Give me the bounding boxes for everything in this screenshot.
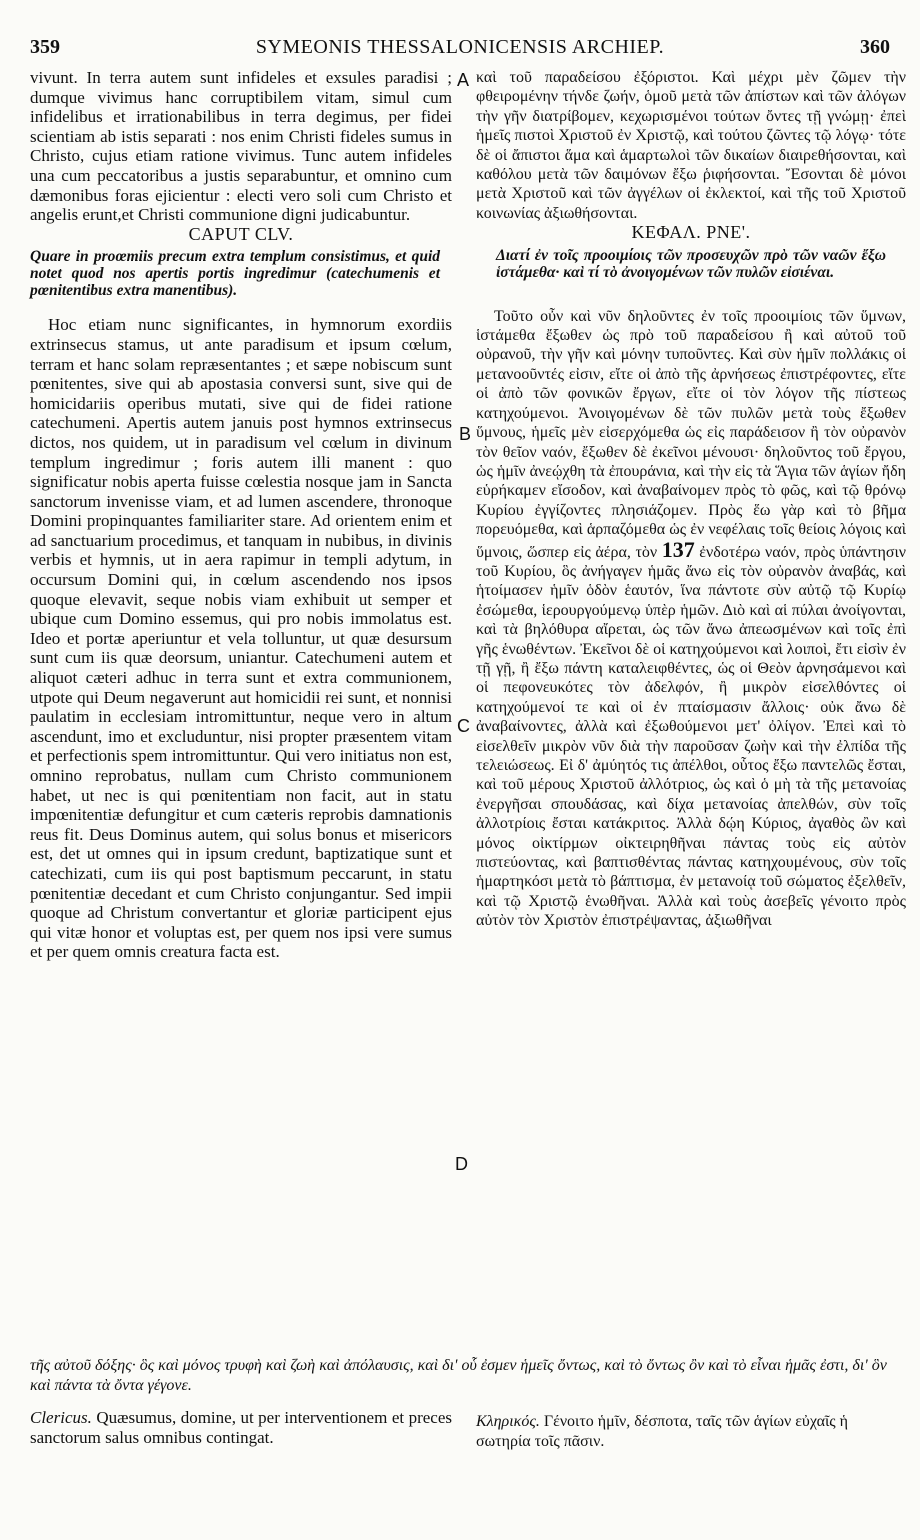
running-head (30, 36, 890, 62)
margin-letter-d: D (455, 1154, 468, 1174)
margin-letter-c: C (457, 716, 470, 736)
latin-cleric-text: Quæsumus, domine, ut per interventionem et preces sanctorum salus omnibus contingat. (30, 1408, 453, 1447)
greek-continuation-line: τῆς αὐτοῦ δόξης· ὃς καὶ μόνος τρυφὴ καὶ ζωὴ καὶ ἀπόλαυσις, καὶ δι' οὗ ἐσμεν ἡμεῖς ὄντως, καὶ τὸ ὄντως ὂν καὶ τὸ εἶναι ἡμᾶς ἐστι, δι' ὃν καὶ πάντα τὰ ὄντα γέγονε. (30, 1357, 887, 1394)
page-number-right: 360 (859, 36, 890, 58)
page-number-left: 359 (30, 36, 60, 58)
latin-cleric-speaker: Clericus. (30, 1408, 92, 1427)
latin-body-paragraph: Hoc etiam nunc significantes, in hymnorum exordiis extrinsecus stamus, ut ante paradisum et ipsum cœlum, terram et hanc solam repræsentantes ; et sæpe nobiscum sunt pœnitentes, sive qui ab apostasia conversi sunt, sive qui de homicidariis operibus mutati, sive qui de fidei ratione catechumeni. Apertis autem januis post hymnos extrinsecus dictos, nos quidem, ut in paradisum vel cœlum in divinum templum ingredimur ; foris autem illi manent : quo significatur nobis aperta fuisse cœlestia nosque jam in Sancta sanctorum invenisse viam, et ad lumen ascendere, thronoque Domini propinquantes familiariter stare. Ad orientem enim et ad sanctuarium procedimus, et tanquam in nubibus, in divinis verbis et hymnis, ut in aera rapimur in templi adytum, in occursum Domini qui, in cœlum ascendendo nos ipsos quoque elevavit, seque nobis viam exhibuit ut semper et ubique cum Domino essemus, qui pro nobis immolatus est. Ideo et portæ aperiuntur et vela tolluntur, ut quæ desursum sunt cum iis quæ deorsum, uniantur. Catechumeni autem et aliquot cæteri adhuc in terra sunt et extra communionem, utpote qui Deum negaverunt aut homicidii rei sunt, et nonnisi paulatim in ecclesiam intromittuntur, neque vero in altum ascendunt, imo et excluduntur, nisi propter præsentem vitam et perfectionis spem intromittuntur. Qui vero initiatus non est, omnino reprobatus, nullam cum Christo communionem habet, ut nec is qui pœnitentiam non facit, aut in statu impœnitentiæ defungitur et cum cæteris reprobis damnationis reus fit. Deus Dominus autem, qui solus bonus et misericors est, det ut omnes qui in ipsum credunt, baptizatique sunt et catechizati, cum iis qui post baptismum peccarunt, in statu pœnitentiæ decedant et cum Christo conjungantur. Sed impii quoque ad Christum convertantur et gloriæ participent ejus qui vitæ honor et voluptas est, per quem nos ipsi vere sumus et per quem omnis creatura facta est. (30, 315, 452, 962)
latin-column (30, 68, 452, 962)
greek-cleric-speaker: Κληρικός. (476, 1413, 540, 1430)
greek-body-part-b: ἐνδοτέρω ναόν, πρὸς ὑπάντησιν τοῦ Κυρίου, ὃς ἀνήγαγεν ἡμᾶς ἄνω εἰς τὸν οὐρανὸν ἀναβάς, καὶ ἡτοίμασεν ἡμῖν ὁδὸν ἑαυτόν, ἵνα πάντοτε σὺν αὐτῷ τῷ Κυρίῳ ἐσώμεθα, ἱερουργούμενῳ ὑπὲρ ἡμῶν. Διὸ καὶ αἱ πύλαι ἀνοίγονται, καὶ τὰ βηλόθυρα αἴρεται, ὡς τῶν ἄνω ἀπεωσμένων καὶ τοῖς ἐπὶ γῆς ἑνωθέντων. Ἐκεῖνοι δὲ οἱ κατηχούμενοι καὶ λοιποὶ, ἔτι εἰσὶν ἐν τῇ γῇ, ἢ ἔξω πάντη καταλειφθέντες, ὡς οἱ Θεὸν ἀρνησάμενοι καὶ οἱ πεφονευκότες τὸν ἀδελφόν, ἢ μικρὸν εἰσελθόντες οἱ κατηχούμενοί τε καὶ οἱ ἐν πταίσμασιν ἄλλοις· οὐκ ἄνω δὲ ἀναβαίνοντες, ἀλλὰ καὶ ἐξωθούμενοι μετ' ὀλίγον. Ἐπεὶ καὶ τὸ εἰσελθεῖν μικρὸν νῦν διὰ τὴν παροῦσαν ζωὴν καὶ τὴν ἐλπίδα τῆς τελειώσεως. Εἰ δ' ἀμύητός τις ἀπέλθοι, οὗτος ἔξω παντελῶς ἔσται, καὶ τοῦ μέρους Χριστοῦ ἀλλότριος, ὡς καὶ ὁ μὴ τὰ τῆς μετανοίας ἐνεργῆσαι σπουδάσας, καὶ δίχα μετανοίας ἀπελθών, σὺν τοῖς ἀλλοτρίοις ἔσται κατάκριτος. Ἀλλὰ δῴη Κύριος, ἀγαθὸς ὢν καὶ μόνος οἰκτίρμων οἰκτειρηθῆναι πάντας τοὺς εἰς αὐτὸν πιστεύοντας, καὶ βαπτισθέντας πάντας κατηχουμένους, σὺν τοῖς ἡμαρτηκόσι μετὰ τὸ βάπτισμα, ἐν μετανοίᾳ τοῦ σώματος ἐξελθεῖν, καὶ τῷ Χριστῷ ἑνωθῆναι. Ἀλλὰ καὶ τοὺς ἀσεβεῖς γένοιτο πρὸς αὐτὸν τὸν Χριστὸν ἐπιστρέψαντας, ἀξιωθῆναι (476, 543, 906, 930)
latin-chapter-summary: Quare in proœmiis precum extra templum consistimus, et quid notet quod nos apertis portis ingredimur (catechumenis et pœnitentibus extra manentibus). (30, 248, 440, 300)
greek-cleric-text: Γένοιτο ἡμῖν, δέσποτα, ταῖς τῶν ἁγίων εὐχαῖς ἡ σωτηρία τοῖς πᾶσιν. (476, 1413, 848, 1450)
running-title: SYMEONIS THESSALONICENSIS ARCHIEP. (255, 36, 665, 58)
migne-column-number: 137 (661, 536, 695, 562)
greek-body-paragraph (476, 307, 906, 931)
margin-letter-a: A (457, 70, 470, 90)
greek-column (476, 68, 906, 931)
greek-chapter-summary: Διατί ἐν τοῖς προοιμίοις τῶν προσευχῶν πρὸ τῶν ναῶν ἔξω ἱστάμεθα· καὶ τί τὸ ἀνοιγομένων τῶν πυλῶν εἰσιέναι. (496, 246, 886, 281)
latin-cleric-response (30, 1408, 452, 1447)
greek-chapter-heading: ΚΕΦΑΛ. ΡΝΕ'. (631, 222, 751, 243)
greek-body-part-a: Τοῦτο οὖν καὶ νῦν δηλοῦντες ἐν τοῖς προοιμίοις τῶν ὕμνων, ἱστάμεθα ἔξωθεν ὡς πρὸ τοῦ παραδείσου ἢ καὶ αὐτοῦ τοῦ οὐρανοῦ, τὴν γῆν καὶ μόνην τυποῦντες. Καὶ σὺν ἡμῖν πολλάκις οἱ μετανοοῦντές εἰσιν, εἴτε οἱ ἀπὸ τῆς ἀρνήσεως ἐπιστρέφοντες, εἴτε οἱ ἀπὸ τῶν φονικῶν ἔργων, εἴτε οἱ τὸν λόγον τῆς πίστεως κατηχούμενοι. Ἀνοιγομένων δὲ τῶν πυλῶν μετὰ τοὺς ἔξωθεν ὕμνους, ἡμεῖς μὲν εἰσερχόμεθα ὡς εἰς παράδεισον ἢ τὸν οὐρανὸν τὸν θεῖον ναόν, ἔξωθεν δὲ ἐκεῖνοι μένουσι· δηλοῦντος τοῦ ἔργου, ὡς ἡμῖν ἀνεῴχθη τὰ ἐπουράνια, καὶ τὴν εἰς τὰ Ἅγια τῶν ἁγίων ἤδη εὑρήκαμεν εἴσοδον, καὶ ἀναβαίνομεν πρὸς τὸ φῶς, καὶ τῷ θρόνῳ Κυρίου ἐγγίζοντες πλησιάζομεν. Πρὸς ἕω γὰρ καὶ τὸ βῆμα πορευόμεθα, καὶ ἁρπαζόμεθα ὡς ἐν νεφέλαις τοῖς θείοις λόγοις καὶ ὕμνοις, ὥσπερ εἰς ἀέρα, τὸν (476, 307, 906, 561)
greek-cleric-response (476, 1412, 906, 1451)
latin-opening-paragraph: vivunt. In terra autem sunt infideles et exsules paradisi ; dumque vivimus hanc corruptibilem vitam, simul cum infidelibus et irrationabilibus in terra degimus, per fidei scientiam ab istis separati : nos enim Christi fideles sumus in Christo, cujus etiam ratione vivimus. Tunc autem infideles una cum peccatoribus a justis separabuntur, et omnino cum dæmonibus foras ejicientur : electi vero soli cum Christo et angelis erunt,et Christi communione digni judicabuntur. (30, 68, 452, 225)
greek-opening-paragraph: καὶ τοῦ παραδείσου ἐξόριστοι. Καὶ μέχρι μὲν ζῶμεν τὴν φθειρομένην τήνδε ζωήν, ὁμοῦ μετὰ τῶν ἀπίστων καὶ τῶν ἀλόγων τὴν γῆν διατρίβομεν, κεχωρισμένοι τούτων ὄντες τῇ γνώμῃ· ἐπεὶ ἡμεῖς πιστοὶ Χριστοῦ ἐν Χριστῷ, καὶ τούτου ζῶντες τῷ λόγῳ· τότε δὲ οἱ ἄπιστοι ἅμα καὶ ἁμαρτωλοὶ τῶν δικαίων διαιρεθήσονται, καὶ καθόλου μετὰ τῶν δαιμόνων ἔξω ῥιφήσονται. Ἔσονται δὲ μόνοι μετὰ Χριστοῦ καὶ τῶν ἀγγέλων οἱ ἐκλεκτοί, καὶ τῆς τοῦ Χριστοῦ κοινωνίας ἀξιωθήσονται. (476, 69, 906, 222)
margin-letter-b: B (459, 424, 472, 444)
latin-chapter-heading: CAPUT CLV. (188, 223, 294, 244)
